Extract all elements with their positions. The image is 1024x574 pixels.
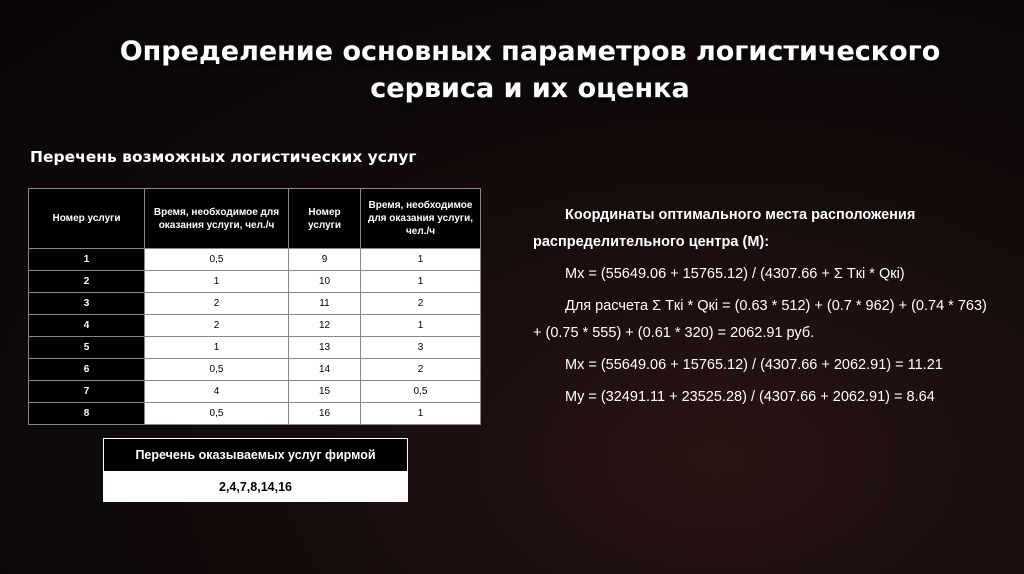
service-time-cell: 1 [361, 249, 481, 271]
service-number-cell: 12 [289, 315, 361, 337]
services-table-row [29, 359, 481, 381]
calculation-mx-result: Mx = (55649.06 + 15765.12) / (4307.66 + 2062.91) = 11.21 [565, 357, 943, 373]
service-time-cell: 2 [361, 293, 481, 315]
col-header-service-time-1: Время, необходимое для оказания услуги, чел./ч [145, 189, 289, 249]
service-number-cell: 14 [289, 359, 361, 381]
services-table-header-row [29, 189, 481, 249]
service-time-cell: 2 [145, 315, 289, 337]
service-number-cell: 15 [289, 381, 361, 403]
calculation-sum-formula: Для расчета Σ Tкi * Qкi = (0.63 * 512) + (0.7 * 962) + (0.74 * 763) + (0.75 * 555) + (0.61 * 320) = 2062.91 руб. [533, 298, 987, 341]
col-header-service-time-2: Время, необходимое для оказания услуги, чел./ч [361, 189, 481, 249]
calculation-heading: Координаты оптимального места расположения распределительного центра (М): [533, 207, 916, 250]
service-time-cell: 0,5 [145, 249, 289, 271]
slide-title: Определение основных параметров логистического сервиса и их оценка [119, 36, 941, 104]
service-number-cell: 2 [29, 271, 145, 293]
service-number-cell: 10 [289, 271, 361, 293]
service-number-cell: 1 [29, 249, 145, 271]
services-table-body [29, 249, 481, 425]
service-number-cell: 5 [29, 337, 145, 359]
services-table-row [29, 381, 481, 403]
calculation-my-result: My = (32491.11 + 23525.28) / (4307.66 + 2062.91) = 8.64 [565, 389, 935, 405]
service-number-cell: 16 [289, 403, 361, 425]
service-number-cell: 13 [289, 337, 361, 359]
services-table [28, 188, 481, 425]
col-header-service-number-2: Номер услуги [289, 189, 361, 249]
service-time-cell: 4 [145, 381, 289, 403]
service-number-cell: 7 [29, 381, 145, 403]
firm-services-value: 2,4,7,8,14,16 [104, 472, 408, 502]
service-number-cell: 3 [29, 293, 145, 315]
services-table-row [29, 271, 481, 293]
service-time-cell: 2 [145, 293, 289, 315]
calculation-block [533, 202, 993, 411]
service-time-cell: 1 [145, 337, 289, 359]
col-header-service-number-1: Номер услуги [29, 189, 145, 249]
services-table-row [29, 337, 481, 359]
service-time-cell: 1 [361, 271, 481, 293]
service-time-cell: 0,5 [145, 359, 289, 381]
service-number-cell: 11 [289, 293, 361, 315]
service-time-cell: 1 [361, 403, 481, 425]
service-time-cell: 0,5 [361, 381, 481, 403]
services-table-row [29, 403, 481, 425]
service-time-cell: 0,5 [145, 403, 289, 425]
services-table-row [29, 315, 481, 337]
service-time-cell: 3 [361, 337, 481, 359]
services-subtitle: Перечень возможных логистических услуг [30, 148, 417, 166]
firm-services-table [103, 438, 408, 502]
services-table-row [29, 293, 481, 315]
calculation-mx-formula: Mx = (55649.06 + 15765.12) / (4307.66 + Σ Tкi * Qкi) [565, 266, 905, 282]
service-number-cell: 8 [29, 403, 145, 425]
service-number-cell: 4 [29, 315, 145, 337]
service-time-cell: 1 [145, 271, 289, 293]
service-time-cell: 1 [361, 315, 481, 337]
service-time-cell: 2 [361, 359, 481, 381]
services-table-row [29, 249, 481, 271]
firm-services-header: Перечень оказываемых услуг фирмой [104, 439, 408, 472]
service-number-cell: 6 [29, 359, 145, 381]
service-number-cell: 9 [289, 249, 361, 271]
